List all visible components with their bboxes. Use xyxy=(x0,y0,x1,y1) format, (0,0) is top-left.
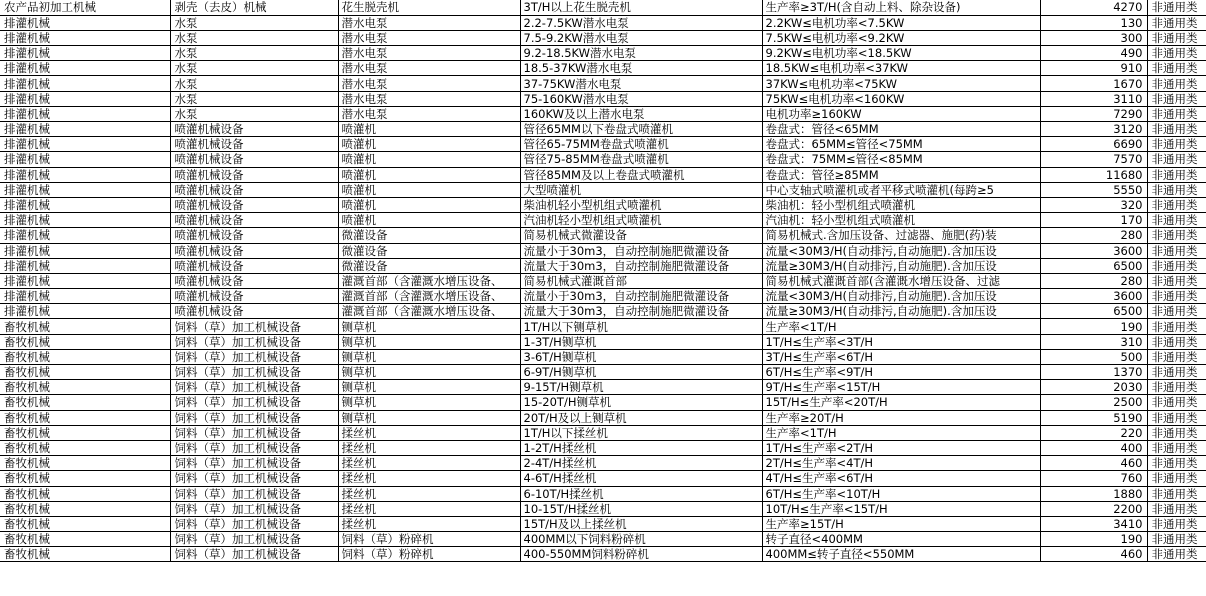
machine-item-cell[interactable]: 微灌设备 xyxy=(338,243,520,258)
grade-name-cell[interactable]: 简易机械式灌溉首部 xyxy=(520,273,762,288)
table-row xyxy=(0,152,1206,167)
machine-subcategory-cell[interactable]: 饲料（草）加工机械设备 xyxy=(170,547,338,562)
table-row xyxy=(0,516,1206,531)
machine-class-cell[interactable]: 非通用类 xyxy=(1147,365,1206,380)
machine-class-cell[interactable]: 非通用类 xyxy=(1147,15,1206,30)
basic-parameter-cell[interactable]: 简易机械式灌溉首部(含灌溉水增压设备、过滤 xyxy=(762,273,1040,288)
table-row xyxy=(0,137,1206,152)
grade-name-cell[interactable]: 2-4T/H揉丝机 xyxy=(520,456,762,471)
machine-class-cell[interactable]: 非通用类 xyxy=(1147,182,1206,197)
machine-subcategory-cell[interactable]: 水泵 xyxy=(170,30,338,45)
machine-class-cell[interactable]: 非通用类 xyxy=(1147,547,1206,562)
subsidy-amount-cell[interactable]: 460 xyxy=(1040,547,1147,562)
table-row xyxy=(0,30,1206,45)
machine-subcategory-cell[interactable]: 饲料（草）加工机械设备 xyxy=(170,349,338,364)
machine-item-cell[interactable]: 喷灌机 xyxy=(338,167,520,182)
machine-subcategory-cell[interactable]: 喷灌机械设备 xyxy=(170,182,338,197)
machine-category-cell[interactable]: 排灌机械 xyxy=(0,197,170,212)
basic-parameter-cell[interactable]: 3T/H≤生产率<6T/H xyxy=(762,349,1040,364)
machine-subcategory-cell[interactable]: 饲料（草）加工机械设备 xyxy=(170,456,338,471)
table-row xyxy=(0,410,1206,425)
machine-class-cell[interactable]: 非通用类 xyxy=(1147,243,1206,258)
machine-class-cell[interactable]: 非通用类 xyxy=(1147,46,1206,61)
table-row xyxy=(0,243,1206,258)
table-row xyxy=(0,289,1206,304)
grade-name-cell[interactable]: 15T/H及以上揉丝机 xyxy=(520,516,762,531)
machine-item-cell[interactable]: 潜水电泵 xyxy=(338,76,520,91)
subsidy-amount-cell[interactable]: 6500 xyxy=(1040,258,1147,273)
machine-item-cell[interactable]: 揉丝机 xyxy=(338,456,520,471)
grade-name-cell[interactable]: 18.5-37KW潜水电泵 xyxy=(520,61,762,76)
machine-item-cell[interactable]: 潜水电泵 xyxy=(338,30,520,45)
machine-class-cell[interactable]: 非通用类 xyxy=(1147,440,1206,455)
machine-class-cell[interactable]: 非通用类 xyxy=(1147,91,1206,106)
machine-subcategory-cell[interactable]: 喷灌机械设备 xyxy=(170,228,338,243)
machine-item-cell[interactable]: 揉丝机 xyxy=(338,501,520,516)
subsidy-amount-cell[interactable]: 760 xyxy=(1040,471,1147,486)
subsidy-amount-cell[interactable]: 6500 xyxy=(1040,304,1147,319)
machine-category-cell[interactable]: 畜牧机械 xyxy=(0,380,170,395)
subsidy-amount-cell[interactable]: 6690 xyxy=(1040,137,1147,152)
machine-category-cell[interactable]: 排灌机械 xyxy=(0,167,170,182)
machine-subcategory-cell[interactable]: 饲料（草）加工机械设备 xyxy=(170,425,338,440)
machine-category-cell[interactable]: 排灌机械 xyxy=(0,15,170,30)
grade-name-cell[interactable]: 75-160KW潜水电泵 xyxy=(520,91,762,106)
basic-parameter-cell[interactable]: 生产率<1T/H xyxy=(762,425,1040,440)
table-row xyxy=(0,319,1206,334)
subsidy-amount-cell[interactable]: 280 xyxy=(1040,228,1147,243)
grade-name-cell[interactable]: 4-6T/H揉丝机 xyxy=(520,471,762,486)
machine-subcategory-cell[interactable]: 喷灌机械设备 xyxy=(170,167,338,182)
machine-class-cell[interactable]: 非通用类 xyxy=(1147,76,1206,91)
machine-item-cell[interactable]: 铡草机 xyxy=(338,395,520,410)
table-row xyxy=(0,456,1206,471)
machine-subcategory-cell[interactable]: 水泵 xyxy=(170,106,338,121)
table-row xyxy=(0,532,1206,547)
subsidy-amount-cell[interactable]: 310 xyxy=(1040,334,1147,349)
machine-category-cell[interactable]: 排灌机械 xyxy=(0,273,170,288)
table-row xyxy=(0,501,1206,516)
basic-parameter-cell[interactable]: 9.2KW≤电机功率<18.5KW xyxy=(762,46,1040,61)
subsidy-amount-cell[interactable]: 5550 xyxy=(1040,182,1147,197)
machine-category-cell[interactable]: 畜牧机械 xyxy=(0,334,170,349)
table-row xyxy=(0,213,1206,228)
machine-subcategory-cell[interactable]: 饲料（草）加工机械设备 xyxy=(170,319,338,334)
basic-parameter-cell[interactable]: 1T/H≤生产率<2T/H xyxy=(762,440,1040,455)
subsidy-amount-cell[interactable]: 3600 xyxy=(1040,243,1147,258)
machine-category-cell[interactable]: 畜牧机械 xyxy=(0,516,170,531)
machine-subcategory-cell[interactable]: 喷灌机械设备 xyxy=(170,122,338,137)
machine-item-cell[interactable]: 揉丝机 xyxy=(338,486,520,501)
machine-class-cell[interactable]: 非通用类 xyxy=(1147,410,1206,425)
grade-name-cell[interactable]: 10-15T/H揉丝机 xyxy=(520,501,762,516)
subsidy-amount-cell[interactable]: 320 xyxy=(1040,197,1147,212)
table-row xyxy=(0,471,1206,486)
table-row xyxy=(0,76,1206,91)
machine-item-cell[interactable]: 揉丝机 xyxy=(338,425,520,440)
machine-category-cell[interactable]: 农产品初加工机械 xyxy=(0,0,170,15)
basic-parameter-cell[interactable]: 汽油机：轻小型机组式喷灌机 xyxy=(762,213,1040,228)
grade-name-cell[interactable]: 6-10T/H揉丝机 xyxy=(520,486,762,501)
grade-name-cell[interactable]: 20T/H及以上铡草机 xyxy=(520,410,762,425)
machine-subcategory-cell[interactable]: 饲料（草）加工机械设备 xyxy=(170,516,338,531)
machine-class-cell[interactable]: 非通用类 xyxy=(1147,122,1206,137)
basic-parameter-cell[interactable]: 卷盘式：管径≥85MM xyxy=(762,167,1040,182)
machine-item-cell[interactable]: 铡草机 xyxy=(338,410,520,425)
machine-item-cell[interactable]: 喷灌机 xyxy=(338,182,520,197)
basic-parameter-cell[interactable]: 37KW≤电机功率<75KW xyxy=(762,76,1040,91)
machine-subcategory-cell[interactable]: 饲料（草）加工机械设备 xyxy=(170,486,338,501)
machine-class-cell[interactable]: 非通用类 xyxy=(1147,486,1206,501)
machine-item-cell[interactable]: 微灌设备 xyxy=(338,228,520,243)
grade-name-cell[interactable]: 1T/H以下揉丝机 xyxy=(520,425,762,440)
subsidy-amount-cell[interactable]: 3410 xyxy=(1040,516,1147,531)
machine-item-cell[interactable]: 灌溉首部（含灌溉水增压设备、 xyxy=(338,289,520,304)
grade-name-cell[interactable]: 3T/H以上花生脱壳机 xyxy=(520,0,762,15)
table-row xyxy=(0,380,1206,395)
machine-class-cell[interactable]: 非通用类 xyxy=(1147,258,1206,273)
machine-item-cell[interactable]: 潜水电泵 xyxy=(338,15,520,30)
machine-item-cell[interactable]: 喷灌机 xyxy=(338,197,520,212)
subsidy-amount-cell[interactable]: 190 xyxy=(1040,319,1147,334)
basic-parameter-cell[interactable]: 2T/H≤生产率<4T/H xyxy=(762,456,1040,471)
subsidy-amount-cell[interactable]: 500 xyxy=(1040,349,1147,364)
subsidy-amount-cell[interactable]: 3120 xyxy=(1040,122,1147,137)
machine-subcategory-cell[interactable]: 喷灌机械设备 xyxy=(170,273,338,288)
grade-name-cell[interactable]: 柴油机轻小型机组式喷灌机 xyxy=(520,197,762,212)
grade-name-cell[interactable]: 流量小于30m3，自动控制施肥微灌设备 xyxy=(520,243,762,258)
table-row xyxy=(0,547,1206,562)
table-row xyxy=(0,425,1206,440)
table-row xyxy=(0,258,1206,273)
table-row xyxy=(0,273,1206,288)
grade-name-cell[interactable]: 7.5-9.2KW潜水电泵 xyxy=(520,30,762,45)
machine-class-cell[interactable]: 非通用类 xyxy=(1147,471,1206,486)
subsidy-amount-cell[interactable]: 910 xyxy=(1040,61,1147,76)
grade-name-cell[interactable]: 9.2-18.5KW潜水电泵 xyxy=(520,46,762,61)
subsidy-amount-cell[interactable]: 4270 xyxy=(1040,0,1147,15)
machine-item-cell[interactable]: 潜水电泵 xyxy=(338,106,520,121)
machine-category-cell[interactable]: 畜牧机械 xyxy=(0,395,170,410)
subsidy-amount-cell[interactable]: 2500 xyxy=(1040,395,1147,410)
machine-subcategory-cell[interactable]: 水泵 xyxy=(170,91,338,106)
subsidy-amount-cell[interactable]: 3110 xyxy=(1040,91,1147,106)
basic-parameter-cell[interactable]: 转子直径<400MM xyxy=(762,532,1040,547)
machine-category-cell[interactable]: 畜牧机械 xyxy=(0,532,170,547)
subsidy-amount-cell[interactable]: 1370 xyxy=(1040,365,1147,380)
machine-subcategory-cell[interactable]: 饲料（草）加工机械设备 xyxy=(170,532,338,547)
grade-name-cell[interactable]: 160KW及以上潜水电泵 xyxy=(520,106,762,121)
basic-parameter-cell[interactable]: 生产率≥20T/H xyxy=(762,410,1040,425)
machine-class-cell[interactable]: 非通用类 xyxy=(1147,334,1206,349)
table-row xyxy=(0,334,1206,349)
table-row xyxy=(0,0,1206,15)
machine-item-cell[interactable]: 潜水电泵 xyxy=(338,46,520,61)
machine-category-cell[interactable]: 畜牧机械 xyxy=(0,410,170,425)
machine-class-cell[interactable]: 非通用类 xyxy=(1147,349,1206,364)
machine-subcategory-cell[interactable]: 饲料（草）加工机械设备 xyxy=(170,471,338,486)
machine-category-cell[interactable]: 排灌机械 xyxy=(0,152,170,167)
basic-parameter-cell[interactable]: 生产率≥3T/H(含自动上料、除杂设备) xyxy=(762,0,1040,15)
machine-category-cell[interactable]: 排灌机械 xyxy=(0,182,170,197)
machine-subcategory-cell[interactable]: 喷灌机械设备 xyxy=(170,258,338,273)
basic-parameter-cell[interactable]: 中心支轴式喷灌机或者平移式喷灌机(每跨≥5 xyxy=(762,182,1040,197)
machine-class-cell[interactable]: 非通用类 xyxy=(1147,213,1206,228)
machine-subcategory-cell[interactable]: 喷灌机械设备 xyxy=(170,289,338,304)
grade-name-cell[interactable]: 400-550MM饲料粉碎机 xyxy=(520,547,762,562)
table-row xyxy=(0,365,1206,380)
basic-parameter-cell[interactable]: 流量<30M3/H(自动排污,自动施肥).含加压设 xyxy=(762,289,1040,304)
machine-item-cell[interactable]: 饲料（草）粉碎机 xyxy=(338,532,520,547)
machine-category-cell[interactable]: 畜牧机械 xyxy=(0,471,170,486)
machine-item-cell[interactable]: 揉丝机 xyxy=(338,516,520,531)
machine-category-cell[interactable]: 畜牧机械 xyxy=(0,440,170,455)
table-row xyxy=(0,167,1206,182)
machine-category-cell[interactable]: 排灌机械 xyxy=(0,213,170,228)
basic-parameter-cell[interactable]: 流量≥30M3/H(自动排污,自动施肥).含加压设 xyxy=(762,304,1040,319)
table-row xyxy=(0,486,1206,501)
subsidy-amount-cell[interactable]: 7570 xyxy=(1040,152,1147,167)
subsidy-amount-cell[interactable]: 220 xyxy=(1040,425,1147,440)
machine-category-cell[interactable]: 畜牧机械 xyxy=(0,456,170,471)
grade-name-cell[interactable]: 流量小于30m3，自动控制施肥微灌设备 xyxy=(520,289,762,304)
machine-category-cell[interactable]: 排灌机械 xyxy=(0,61,170,76)
table-row xyxy=(0,122,1206,137)
grade-name-cell[interactable]: 1T/H以下铡草机 xyxy=(520,319,762,334)
machine-class-cell[interactable]: 非通用类 xyxy=(1147,228,1206,243)
machine-item-cell[interactable]: 潜水电泵 xyxy=(338,61,520,76)
machine-category-cell[interactable]: 畜牧机械 xyxy=(0,425,170,440)
basic-parameter-cell[interactable]: 4T/H≤生产率<6T/H xyxy=(762,471,1040,486)
basic-parameter-cell[interactable]: 15T/H≤生产率<20T/H xyxy=(762,395,1040,410)
machine-category-cell[interactable]: 畜牧机械 xyxy=(0,501,170,516)
machine-item-cell[interactable]: 灌溉首部（含灌溉水增压设备、 xyxy=(338,273,520,288)
machine-subcategory-cell[interactable]: 水泵 xyxy=(170,61,338,76)
machine-subcategory-cell[interactable]: 饲料（草）加工机械设备 xyxy=(170,440,338,455)
machine-class-cell[interactable]: 非通用类 xyxy=(1147,304,1206,319)
basic-parameter-cell[interactable]: 75KW≤电机功率<160KW xyxy=(762,91,1040,106)
table-row xyxy=(0,304,1206,319)
machine-item-cell[interactable]: 铡草机 xyxy=(338,319,520,334)
basic-parameter-cell[interactable]: 18.5KW≤电机功率<37KW xyxy=(762,61,1040,76)
table-row xyxy=(0,228,1206,243)
machine-category-cell[interactable]: 畜牧机械 xyxy=(0,547,170,562)
table-row xyxy=(0,61,1206,76)
subsidy-amount-cell[interactable]: 490 xyxy=(1040,46,1147,61)
machine-class-cell[interactable]: 非通用类 xyxy=(1147,395,1206,410)
basic-parameter-cell[interactable]: 6T/H≤生产率<10T/H xyxy=(762,486,1040,501)
basic-parameter-cell[interactable]: 9T/H≤生产率<15T/H xyxy=(762,380,1040,395)
basic-parameter-cell[interactable]: 1T/H≤生产率<3T/H xyxy=(762,334,1040,349)
machine-category-cell[interactable]: 排灌机械 xyxy=(0,304,170,319)
subsidy-amount-cell[interactable]: 190 xyxy=(1040,532,1147,547)
machine-category-cell[interactable]: 排灌机械 xyxy=(0,137,170,152)
basic-parameter-cell[interactable]: 6T/H≤生产率<9T/H xyxy=(762,365,1040,380)
subsidy-amount-cell[interactable]: 2030 xyxy=(1040,380,1147,395)
machine-category-cell[interactable]: 排灌机械 xyxy=(0,30,170,45)
machine-class-cell[interactable]: 非通用类 xyxy=(1147,152,1206,167)
subsidy-amount-cell[interactable]: 280 xyxy=(1040,273,1147,288)
grade-name-cell[interactable]: 2.2-7.5KW潜水电泵 xyxy=(520,15,762,30)
subsidy-amount-cell[interactable]: 2200 xyxy=(1040,501,1147,516)
machine-subcategory-cell[interactable]: 喷灌机械设备 xyxy=(170,213,338,228)
table-row xyxy=(0,440,1206,455)
machine-category-cell[interactable]: 排灌机械 xyxy=(0,289,170,304)
basic-parameter-cell[interactable]: 卷盘式：75MM≤管径<85MM xyxy=(762,152,1040,167)
grade-name-cell[interactable]: 3-6T/H铡草机 xyxy=(520,349,762,364)
grade-name-cell[interactable]: 15-20T/H铡草机 xyxy=(520,395,762,410)
machine-item-cell[interactable]: 喷灌机 xyxy=(338,122,520,137)
machine-class-cell[interactable]: 非通用类 xyxy=(1147,456,1206,471)
machine-category-cell[interactable]: 畜牧机械 xyxy=(0,365,170,380)
table-row xyxy=(0,91,1206,106)
machine-subcategory-cell[interactable]: 喷灌机械设备 xyxy=(170,304,338,319)
machine-class-cell[interactable]: 非通用类 xyxy=(1147,289,1206,304)
grade-name-cell[interactable]: 400MM以下饲料粉碎机 xyxy=(520,532,762,547)
machine-category-cell[interactable]: 畜牧机械 xyxy=(0,486,170,501)
machine-category-cell[interactable]: 畜牧机械 xyxy=(0,319,170,334)
machine-subcategory-cell[interactable]: 饲料（草）加工机械设备 xyxy=(170,365,338,380)
table-row xyxy=(0,46,1206,61)
machine-class-cell[interactable]: 非通用类 xyxy=(1147,137,1206,152)
machine-subcategory-cell[interactable]: 水泵 xyxy=(170,15,338,30)
grade-name-cell[interactable]: 管径85MM及以上卷盘式喷灌机 xyxy=(520,167,762,182)
machine-category-cell[interactable]: 排灌机械 xyxy=(0,122,170,137)
grade-name-cell[interactable]: 汽油机轻小型机组式喷灌机 xyxy=(520,213,762,228)
machine-class-cell[interactable]: 非通用类 xyxy=(1147,380,1206,395)
subsidy-amount-cell[interactable]: 3600 xyxy=(1040,289,1147,304)
subsidy-amount-cell[interactable]: 5190 xyxy=(1040,410,1147,425)
machine-subcategory-cell[interactable]: 饲料（草）加工机械设备 xyxy=(170,380,338,395)
subsidy-amount-cell[interactable]: 300 xyxy=(1040,30,1147,45)
machine-subcategory-cell[interactable]: 喷灌机械设备 xyxy=(170,243,338,258)
machine-category-cell[interactable]: 排灌机械 xyxy=(0,228,170,243)
table-row xyxy=(0,197,1206,212)
machine-subcategory-cell[interactable]: 水泵 xyxy=(170,46,338,61)
machine-class-cell[interactable]: 非通用类 xyxy=(1147,0,1206,15)
machine-subcategory-cell[interactable]: 喷灌机械设备 xyxy=(170,197,338,212)
grade-name-cell[interactable]: 37-75KW潜水电泵 xyxy=(520,76,762,91)
basic-parameter-cell[interactable]: 简易机械式.含加压设备、过滤器、施肥(药)装 xyxy=(762,228,1040,243)
machine-category-cell[interactable]: 排灌机械 xyxy=(0,258,170,273)
machine-item-cell[interactable]: 灌溉首部（含灌溉水增压设备、 xyxy=(338,304,520,319)
basic-parameter-cell[interactable]: 卷盘式：65MM≤管径<75MM xyxy=(762,137,1040,152)
machine-item-cell[interactable]: 饲料（草）粉碎机 xyxy=(338,547,520,562)
subsidy-amount-cell[interactable]: 460 xyxy=(1040,456,1147,471)
machine-item-cell[interactable]: 喷灌机 xyxy=(338,137,520,152)
grade-name-cell[interactable]: 9-15T/H铡草机 xyxy=(520,380,762,395)
machine-item-cell[interactable]: 揉丝机 xyxy=(338,440,520,455)
basic-parameter-cell[interactable]: 10T/H≤生产率<15T/H xyxy=(762,501,1040,516)
grade-name-cell[interactable]: 大型喷灌机 xyxy=(520,182,762,197)
machine-item-cell[interactable]: 花生脱壳机 xyxy=(338,0,520,15)
machine-category-cell[interactable]: 排灌机械 xyxy=(0,106,170,121)
machine-subcategory-cell[interactable]: 喷灌机械设备 xyxy=(170,152,338,167)
subsidy-amount-cell[interactable]: 130 xyxy=(1040,15,1147,30)
basic-parameter-cell[interactable]: 卷盘式：管径<65MM xyxy=(762,122,1040,137)
subsidy-amount-cell[interactable]: 7290 xyxy=(1040,106,1147,121)
machine-class-cell[interactable]: 非通用类 xyxy=(1147,532,1206,547)
machine-item-cell[interactable]: 铡草机 xyxy=(338,380,520,395)
basic-parameter-cell[interactable]: 流量≥30M3/H(自动排污,自动施肥).含加压设 xyxy=(762,258,1040,273)
grade-name-cell[interactable]: 流量大于30m3，自动控制施肥微灌设备 xyxy=(520,304,762,319)
basic-parameter-cell[interactable]: 400MM≤转子直径<550MM xyxy=(762,547,1040,562)
machine-item-cell[interactable]: 铡草机 xyxy=(338,349,520,364)
table-row xyxy=(0,106,1206,121)
basic-parameter-cell[interactable]: 流量<30M3/H(自动排污,自动施肥).含加压设 xyxy=(762,243,1040,258)
machine-item-cell[interactable]: 喷灌机 xyxy=(338,213,520,228)
grade-name-cell[interactable]: 1-2T/H揉丝机 xyxy=(520,440,762,455)
machine-class-cell[interactable]: 非通用类 xyxy=(1147,167,1206,182)
machine-category-cell[interactable]: 排灌机械 xyxy=(0,91,170,106)
machine-subcategory-cell[interactable]: 饲料（草）加工机械设备 xyxy=(170,334,338,349)
grade-name-cell[interactable]: 管径65MM以下卷盘式喷灌机 xyxy=(520,122,762,137)
machine-class-cell[interactable]: 非通用类 xyxy=(1147,197,1206,212)
machine-subcategory-cell[interactable]: 饲料（草）加工机械设备 xyxy=(170,395,338,410)
machine-class-cell[interactable]: 非通用类 xyxy=(1147,319,1206,334)
machine-item-cell[interactable]: 铡草机 xyxy=(338,334,520,349)
subsidy-amount-cell[interactable]: 400 xyxy=(1040,440,1147,455)
machine-class-cell[interactable]: 非通用类 xyxy=(1147,501,1206,516)
machine-category-cell[interactable]: 排灌机械 xyxy=(0,76,170,91)
grade-name-cell[interactable]: 简易机械式微灌设备 xyxy=(520,228,762,243)
basic-parameter-cell[interactable]: 7.5KW≤电机功率<9.2KW xyxy=(762,30,1040,45)
grade-name-cell[interactable]: 1-3T/H铡草机 xyxy=(520,334,762,349)
grade-name-cell[interactable]: 6-9T/H铡草机 xyxy=(520,365,762,380)
machine-item-cell[interactable]: 铡草机 xyxy=(338,365,520,380)
table-row xyxy=(0,395,1206,410)
machine-item-cell[interactable]: 微灌设备 xyxy=(338,258,520,273)
machine-class-cell[interactable]: 非通用类 xyxy=(1147,61,1206,76)
machine-subcategory-cell[interactable]: 水泵 xyxy=(170,76,338,91)
grade-name-cell[interactable]: 管径75-85MM卷盘式喷灌机 xyxy=(520,152,762,167)
machine-class-cell[interactable]: 非通用类 xyxy=(1147,106,1206,121)
subsidy-amount-cell[interactable]: 11680 xyxy=(1040,167,1147,182)
machine-item-cell[interactable]: 揉丝机 xyxy=(338,471,520,486)
machine-class-cell[interactable]: 非通用类 xyxy=(1147,425,1206,440)
machine-subcategory-cell[interactable]: 喷灌机械设备 xyxy=(170,137,338,152)
subsidy-amount-cell[interactable]: 170 xyxy=(1040,213,1147,228)
basic-parameter-cell[interactable]: 生产率≥15T/H xyxy=(762,516,1040,531)
table-row xyxy=(0,15,1206,30)
table-row xyxy=(0,182,1206,197)
basic-parameter-cell[interactable]: 柴油机：轻小型机组式喷灌机 xyxy=(762,197,1040,212)
basic-parameter-cell[interactable]: 生产率<1T/H xyxy=(762,319,1040,334)
table-row xyxy=(0,349,1206,364)
basic-parameter-cell[interactable]: 2.2KW≤电机功率<7.5KW xyxy=(762,15,1040,30)
machine-subcategory-cell[interactable]: 饲料（草）加工机械设备 xyxy=(170,501,338,516)
machine-class-cell[interactable]: 非通用类 xyxy=(1147,273,1206,288)
machine-class-cell[interactable]: 非通用类 xyxy=(1147,516,1206,531)
machine-subcategory-cell[interactable]: 剥壳（去皮）机械 xyxy=(170,0,338,15)
machine-category-cell[interactable]: 畜牧机械 xyxy=(0,349,170,364)
machine-item-cell[interactable]: 潜水电泵 xyxy=(338,91,520,106)
grade-name-cell[interactable]: 管径65-75MM卷盘式喷灌机 xyxy=(520,137,762,152)
machine-item-cell[interactable]: 喷灌机 xyxy=(338,152,520,167)
machine-category-cell[interactable]: 排灌机械 xyxy=(0,243,170,258)
subsidy-amount-cell[interactable]: 1670 xyxy=(1040,76,1147,91)
subsidy-amount-cell[interactable]: 1880 xyxy=(1040,486,1147,501)
machine-subcategory-cell[interactable]: 饲料（草）加工机械设备 xyxy=(170,410,338,425)
machine-class-cell[interactable]: 非通用类 xyxy=(1147,30,1206,45)
basic-parameter-cell[interactable]: 电机功率≥160KW xyxy=(762,106,1040,121)
grade-name-cell[interactable]: 流量大于30m3，自动控制施肥微灌设备 xyxy=(520,258,762,273)
machine-category-cell[interactable]: 排灌机械 xyxy=(0,46,170,61)
